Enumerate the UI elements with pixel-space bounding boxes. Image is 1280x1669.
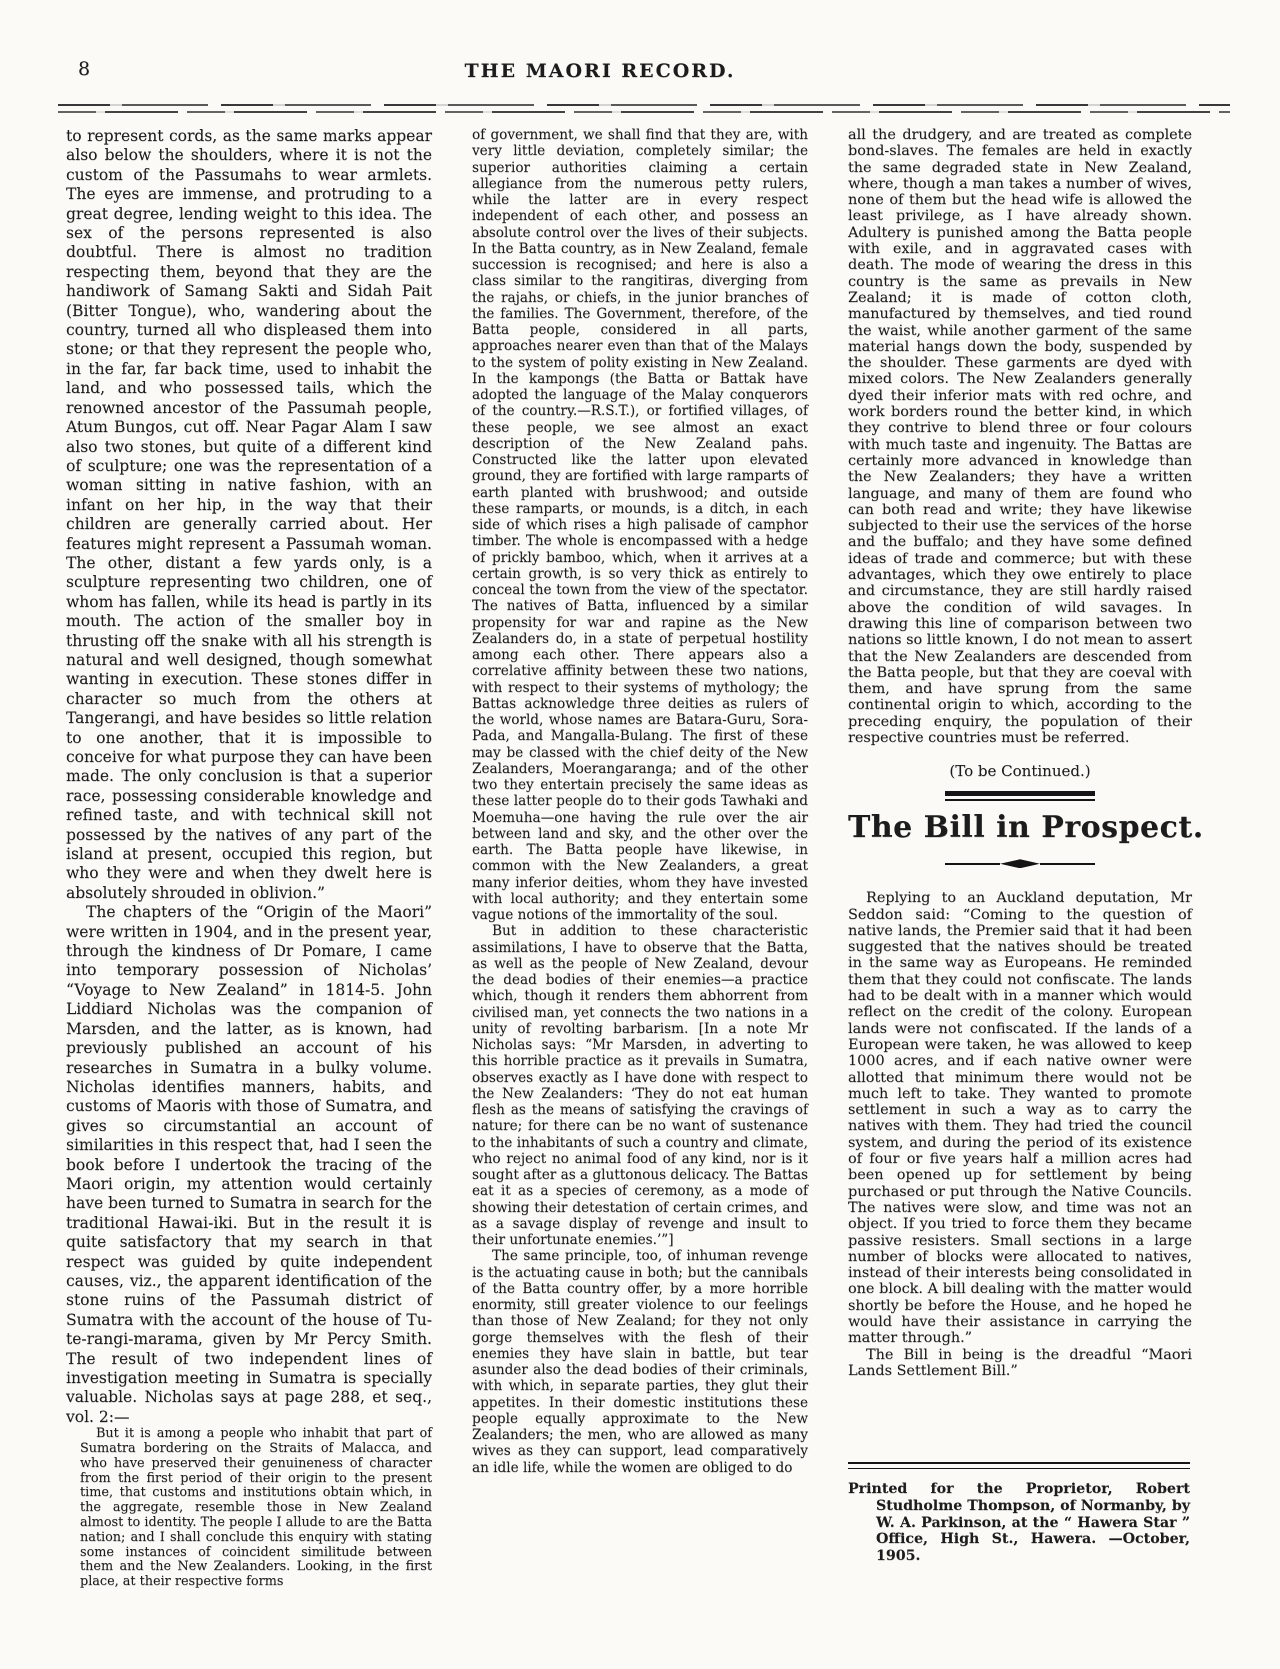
masthead-rule (58, 103, 1230, 114)
article-paragraph: The chapters of the “Origin of the Maori” were written in 1904, and in the present year, through the kindness of Dr Pomare, I came into temporary possession of Nicholas’ “Voyage to New Zealand” in 1814-5. John Liddiard Nicholas was the companion of Marsden, and the latter, as is known, had previously published an account of his researches in Sumatra in a bulky volume. Nicholas identifies manners, habits, and customs of Maoris with those of Sumatra, and gives so circumstantial an account of similarities in this respect that, had I seen the book before I undertook the tracing of the Maori origin, my attention would certainly have been turned to Sumatra in search for the traditional Hawai-iki. But in the result it is quite satisfactory that my search in that respect was guided by quite independent causes, viz., the apparent identification of the stone ruins of the Passumah district of Sumatra with the account of the house of Tu-te-rangi-marama, given by Mr Percy Smith. The result of two independent lines of investigation meeting in Sumatra is specially valuable. Nicholas says at page 288, et seq., vol. 2:— (66, 903, 432, 1426)
diamond-divider (945, 859, 1095, 868)
article-paragraph: all the drudgery, and are treated as complete bond-slaves. The females are held in exactly the same degraded state in New Zealand, where, though a man takes a number of wives, none of them but the head wife is allowed the least privilege, as I have already shown. Adultery is punished among the Batta people with exile, and in aggravated cases with death. The mode of wearing the dress in this country is the same as prevails in New Zealand; it is made of cotton cloth, manufactured by themselves, and tied round the waist, while another garment of the same material hangs down the body, suspended by the shoulder. These garments are dyed with mixed colors. The New Zealanders generally dyed their inferior mats with red ochre, and work borders round the better kind, in which they contrive to blend three or four colours with much taste and ingenuity. The Battas are certainly more advanced in knowledge than the New Zealanders; they have a written language, and many of them are found who can both read and write; they have likewise subjected to their use the services of the horse and the buffalo; and they have some defined ideas of trade and commerce; but with these advantages, which they owe entirely to place and circumstance, they are still hardly raised above the condition of wild savages. In drawing this line of comparison between two nations so little known, I do not mean to assert that the New Zealanders are descended from the Batta people, but that they are coeval with them, and have sprung from the same continental origin to which, according to the preceding enquiry, the population of their respective countries must be referred. (848, 127, 1192, 746)
printer-imprint (848, 1462, 1190, 1565)
imprint-rule (848, 1462, 1190, 1469)
divider-line (1040, 863, 1095, 865)
article-paragraph: The Bill in being is the dreadful “Maori Lands Settlement Bill.” (848, 1346, 1192, 1379)
column-1-body (66, 127, 432, 1427)
bill-article-heading: The Bill in Prospect. (848, 810, 1204, 846)
masthead-title: THE MAORI RECORD. (464, 60, 736, 82)
article-paragraph: of government, we shall find that they are, with very little deviation, completely similar; the superior authorities claiming a certain allegiance from the numerous petty rulers, while the latter are in every respect independent of each other, and possess an absolute control over the lives of their subjects. In the Batta country, as in New Zealand, female succession is recognised; and here is also a class similar to the rangitiras, diverging from the rajahs, or chiefs, in the junior branches of the families. The Government, therefore, of the Batta people, considered in all parts, approaches nearer even than that of the Malays to the system of polity existing in New Zealand. In the kampongs (the Batta or Battak have adopted the language of the Malay conquerors of the country.—R.S.T.), or fortified villages, of these people, we see almost an exact description of the New Zealand pahs. Constructed like the latter upon elevated ground, they are fortified with large ramparts of earth planted with brushwood; and outside these ramparts, or mounds, is a ditch, in each side of which rises a high palisade of camphor timber. The whole is encompassed with a hedge of prickly bamboo, which, when it arrives at a certain growth, is so very thick as entirely to conceal the town from the view of the spectator. The natives of Batta, influenced by a similar propensity for war and rapine as the New Zealanders do, in a state of perpetual hostility among each other. There appears also a correlative affinity between these two nations, with respect to their systems of mythology; the Battas acknowledge three deities as rulers of the world, whose names are Batara-Guru, Sora-Pada, and Mangalla-Bulang. The first of these may be classed with the chief deity of the New Zealanders, Moerangaranga; and of the other two they entertain precisely the same ideas as these latter people do to their gods Tawhaki and Moemuha—one having the rule over the air between land and sky, and the other over the earth. The Batta people have likewise, in common with the New Zealanders, a great many inferior deities, whom they have invested with local authority; and they entertain some vague notions of the immortality of the soul. (472, 127, 808, 923)
article-paragraph: But in addition to these characteristic assimilations, I have to observe that the Batta, as well as the people of New Zealand, devour the dead bodies of their enemies—a practice which, though it renders them abhorrent from civilised man, yet connects the two nations in a unity of revolting barbarism. [In a note Mr Nicholas says: “Mr Marsden, in adverting to this horrible practice as it prevails in Sumatra, observes exactly as I have done with respect to the New Zealanders: ‘They do not eat human flesh as the means of satisfying the cravings of nature; for there can be no want of sustenance to the inhabitants of such a country and climate, who reject no animal food of any kind, nor is it sought after as a gluttonous delicacy. The Battas eat it as a species of ceremony, as a mode of showing their detestation of certain crimes, and as a savage display of revenge and insult to their unfortunate enemies.’”] (472, 923, 808, 1248)
diamond-icon (1000, 859, 1040, 868)
article-columns (66, 127, 1204, 1590)
block-quote: But it is among a people who inhabit that part of Sumatra bordering on the Straits of Malacca, and who have preserved their genuineness of character from the first period of their origin to the present time, that customs and institutions obtain which, in the aggregate, resemble those in New Zealand almost to identity. The people I allude to are the Batta nation; and I shall conclude this enquiry with stating some instances of coincident similitude between them and the New Zealanders. Looking, in the first place, at their respective forms (80, 1426, 432, 1590)
to-be-continued-note: (To be Continued.) (949, 762, 1091, 780)
article-paragraph: The same principle, too, of inhuman revenge is the actuating cause in both; but the cannibals of the Batta country offer, by a more horrible enormity, still greater violence to our feelings than those of New Zealand; for they not only gorge themselves with the flesh of their enemies they have slain in battle, but tear asunder also the dead bodies of their criminals, with which, in separate parties, they glut their appetites. In their domestic institutions these people equally approximate to the New Zealanders; the men, who are allowed as many wives as they can support, lead comparatively an idle life, while the women are obliged to do (472, 1248, 808, 1476)
column-3 (848, 127, 1204, 1379)
divider-line (945, 863, 1000, 865)
section-divider-rule (945, 791, 1095, 801)
page-number: 8 (78, 58, 91, 80)
column-2 (472, 127, 808, 1476)
article-paragraph: to represent cords, as the same marks appear also below the shoulders, where it is not the custom of the Passumahs to wear armlets. The eyes are immense, and protruding to a great degree, lending weight to this idea. The sex of the persons represented is also doubtful. There is almost no tradition respecting them, beyond that they are the handiwork of Samang Sakti and Sidah Pait (Bitter Tongue), who, wandering about the country, turned all who displeased them into stone; or that they represent the people who, in the far, far back time, used to inhabit the land, and who possessed tails, which the renowned ancestor of the Passumah people, Atum Bungos, cut off. Near Pagar Alam I saw also two stones, but quite of a different kind of sculpture; one was the representation of a woman sitting in native fashion, with an infant on her hip, in the way that their children are generally carried about. Her features might represent a Passumah woman. The other, distant a few yards only, is a sculpture representing two children, one of whom has fallen, while its head is partly in its mouth. The action of the smaller boy in thrusting off the snake with all his strength is natural and well designed, though somewhat wanting in execution. These stones differ in character so much from the others at Tangerangi, and have besides so little relation to one another, that it is impossible to conceive for what purpose they can have been made. The only conclusion is that a superior race, possessing considerable knowledge and refined taste, and with technical skill not possessed by the natives of any part of the island at present, occupied this region, but who they were and when they dwelt here is absolutely shrouded in oblivion.” (66, 127, 432, 902)
article-paragraph: Replying to an Auckland deputation, Mr Seddon said: “Coming to the question of native lands, the Premier said that it had been suggested that the natives should be treated in the same way as Europeans. He reminded them that they could not confiscate. The lands had to be dealt with in a manner which would reflect on the credit of the colony. European lands were not confiscated. If the lands of a European were taken, he was allowed to keep 1000 acres, and if each native owner were allotted that minimum there would not be much left to take. They wanted to promote settlement in such a way as to carry the natives with them. They had tried the council system, and during the period of its existence of four or five years half a million acres had been opened up for settlement by being purchased or put through the Native Councils. The natives were slow, and time was not an object. If you tried to force them they became passive resisters. Small sections in a large number of blocks were allocated to natives, instead of their interests being consolidated in one block. A bill dealing with the matter would shortly be before the House, and he hoped he would have their assistance in carrying the matter through.” (848, 890, 1192, 1347)
column-1 (66, 127, 432, 1590)
imprint-text: Printed for the Proprietor, Robert Studholme Thompson, of Normanby, by W. A. Parkinson, at the “ Hawera Star ” Office, High St., Hawera. —October, 1905. (848, 1481, 1190, 1565)
